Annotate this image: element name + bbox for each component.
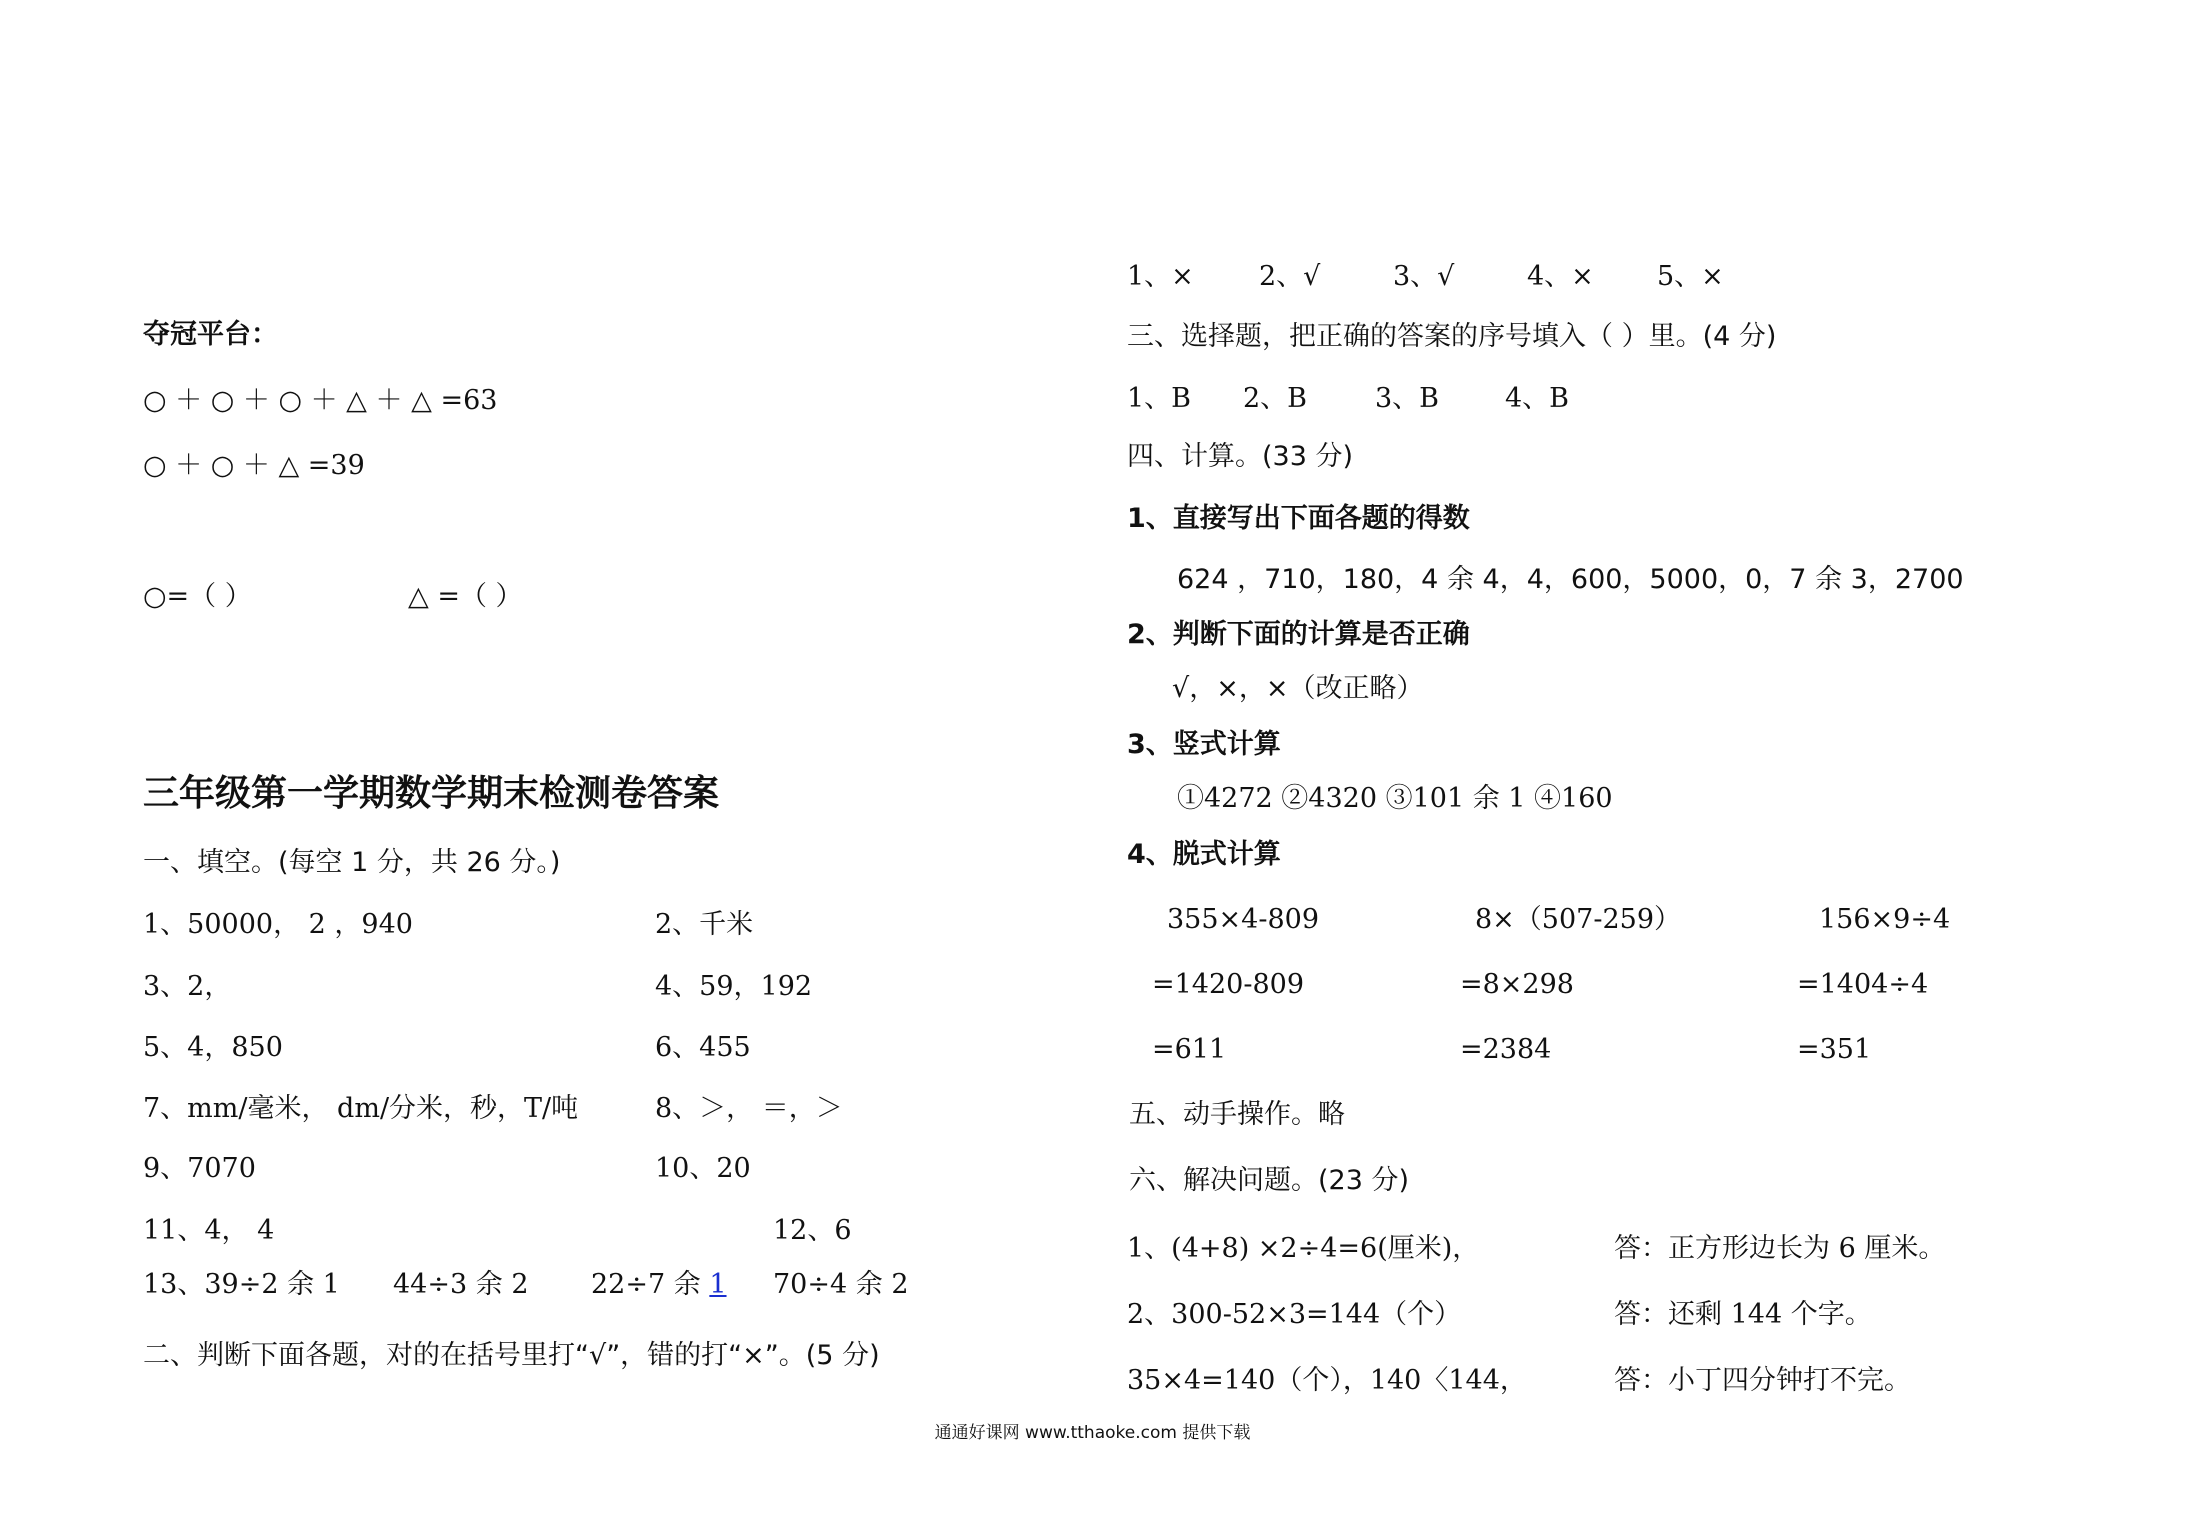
fill-answer-left: 7、mm/毫米， dm/分米，秒，T/吨 bbox=[143, 1093, 579, 1124]
equation-2: ○ ＋ ○ ＋ △ =39 bbox=[143, 450, 365, 481]
sub2-heading: 2、判断下面的计算是否正确 bbox=[1127, 619, 1470, 650]
q13-part-c-text: 22÷7 余 bbox=[591, 1269, 701, 1300]
calc-cell: =1404÷4 bbox=[1797, 969, 1929, 1000]
fill-answer-left: 1、50000， 2 ，940 bbox=[143, 909, 413, 940]
calc-cell: =611 bbox=[1152, 1034, 1227, 1065]
q13-part-c bbox=[591, 1268, 727, 1302]
calc-cell: 8×（507-259） bbox=[1475, 904, 1681, 935]
choice-answer: 4、B bbox=[1505, 383, 1570, 414]
fill-answer-right: 4、59，192 bbox=[655, 971, 813, 1002]
calc-cell: =1420-809 bbox=[1152, 969, 1304, 1000]
platform-heading: 夺冠平台： bbox=[143, 319, 278, 350]
problem-work: 2、300-52×3=144（个） bbox=[1127, 1299, 1462, 1330]
fill-answer-right: 2、千米 bbox=[655, 909, 754, 940]
fill-answer-left: 5、4，850 bbox=[143, 1032, 283, 1063]
calc-cell: 355×4-809 bbox=[1167, 904, 1319, 935]
sub3-heading: 3、竖式计算 bbox=[1127, 729, 1281, 760]
triangle-fill-blank: △ =（ ） bbox=[408, 581, 523, 612]
judge-answer: 5、× bbox=[1657, 261, 1724, 292]
q13-part-b: 44÷3 余 2 bbox=[393, 1269, 529, 1300]
fill-answer-right: 10、20 bbox=[655, 1153, 751, 1184]
fill-answer-right: 8、＞， ＝，＞ bbox=[655, 1093, 843, 1124]
problem-answer: 答：正方形边长为 6 厘米。 bbox=[1614, 1233, 1946, 1264]
sub4-heading: 4、脱式计算 bbox=[1127, 839, 1281, 870]
section3-heading: 三、选择题，把正确的答案的序号填入（ ）里。(4 分) bbox=[1127, 321, 1777, 352]
calc-cell: =8×298 bbox=[1460, 969, 1574, 1000]
q13-link[interactable]: 1 bbox=[709, 1269, 727, 1300]
calc-cell: =2384 bbox=[1460, 1034, 1552, 1065]
sub1-heading: 1、直接写出下面各题的得数 bbox=[1127, 503, 1470, 534]
q13-part-a: 13、39÷2 余 1 bbox=[143, 1269, 340, 1300]
fill-answer-right: 6、455 bbox=[655, 1032, 751, 1063]
section5-heading: 五、动手操作。略 bbox=[1129, 1099, 1345, 1130]
calc-cell: 156×9÷4 bbox=[1819, 904, 1951, 935]
sub2-answer: √，×，×（改正略） bbox=[1172, 673, 1424, 704]
choice-answer: 2、B bbox=[1243, 383, 1308, 414]
page-footer: 通通好课网 www.tthaoke.com 提供下载 bbox=[934, 1423, 1251, 1443]
problem-answer: 答：还剩 144 个字。 bbox=[1614, 1299, 1872, 1330]
sub3-answer: ①4272 ②4320 ③101 余 1 ④160 bbox=[1177, 783, 1613, 814]
problem-work: 35×4=140（个），140〈144， bbox=[1127, 1365, 1527, 1396]
sub1-answer: 624 ，710，180，4 余 4，4，600，5000，0，7 余 3，2700 bbox=[1177, 564, 1964, 595]
calc-cell: =351 bbox=[1797, 1034, 1872, 1065]
fill-answer-left: 9、7070 bbox=[143, 1153, 256, 1184]
fill-answer-right: 12、6 bbox=[773, 1215, 852, 1246]
section4-heading: 四、计算。(33 分) bbox=[1127, 441, 1354, 472]
problem-work: 1、(4+8) ×2÷4=6(厘米)， bbox=[1127, 1233, 1480, 1264]
section6-heading: 六、解决问题。(23 分) bbox=[1129, 1165, 1410, 1196]
judge-answer: 1、× bbox=[1127, 261, 1194, 292]
judge-answer: 2、√ bbox=[1259, 261, 1321, 292]
fill-answer-left: 3、2， bbox=[143, 971, 232, 1002]
answer-title: 三年级第一学期数学期末检测卷答案 bbox=[143, 773, 720, 814]
judge-answer: 3、√ bbox=[1393, 261, 1455, 292]
fill-answer-left: 11、4， 4 bbox=[143, 1215, 275, 1246]
problem-answer: 答：小丁四分钟打不完。 bbox=[1614, 1365, 1911, 1396]
choice-answer: 3、B bbox=[1375, 383, 1440, 414]
circle-fill-blank: ○=（ ） bbox=[143, 581, 252, 612]
judge-answer: 4、× bbox=[1527, 261, 1594, 292]
section1-heading: 一、填空。(每空 1 分，共 26 分。) bbox=[143, 847, 561, 878]
equation-1: ○ ＋ ○ ＋ ○ ＋ △ ＋ △ =63 bbox=[143, 385, 498, 416]
q13-part-d: 70÷4 余 2 bbox=[773, 1269, 909, 1300]
section2-heading: 二、判断下面各题，对的在括号里打“√”，错的打“×”。(5 分) bbox=[143, 1340, 880, 1371]
choice-answer: 1、B bbox=[1127, 383, 1192, 414]
